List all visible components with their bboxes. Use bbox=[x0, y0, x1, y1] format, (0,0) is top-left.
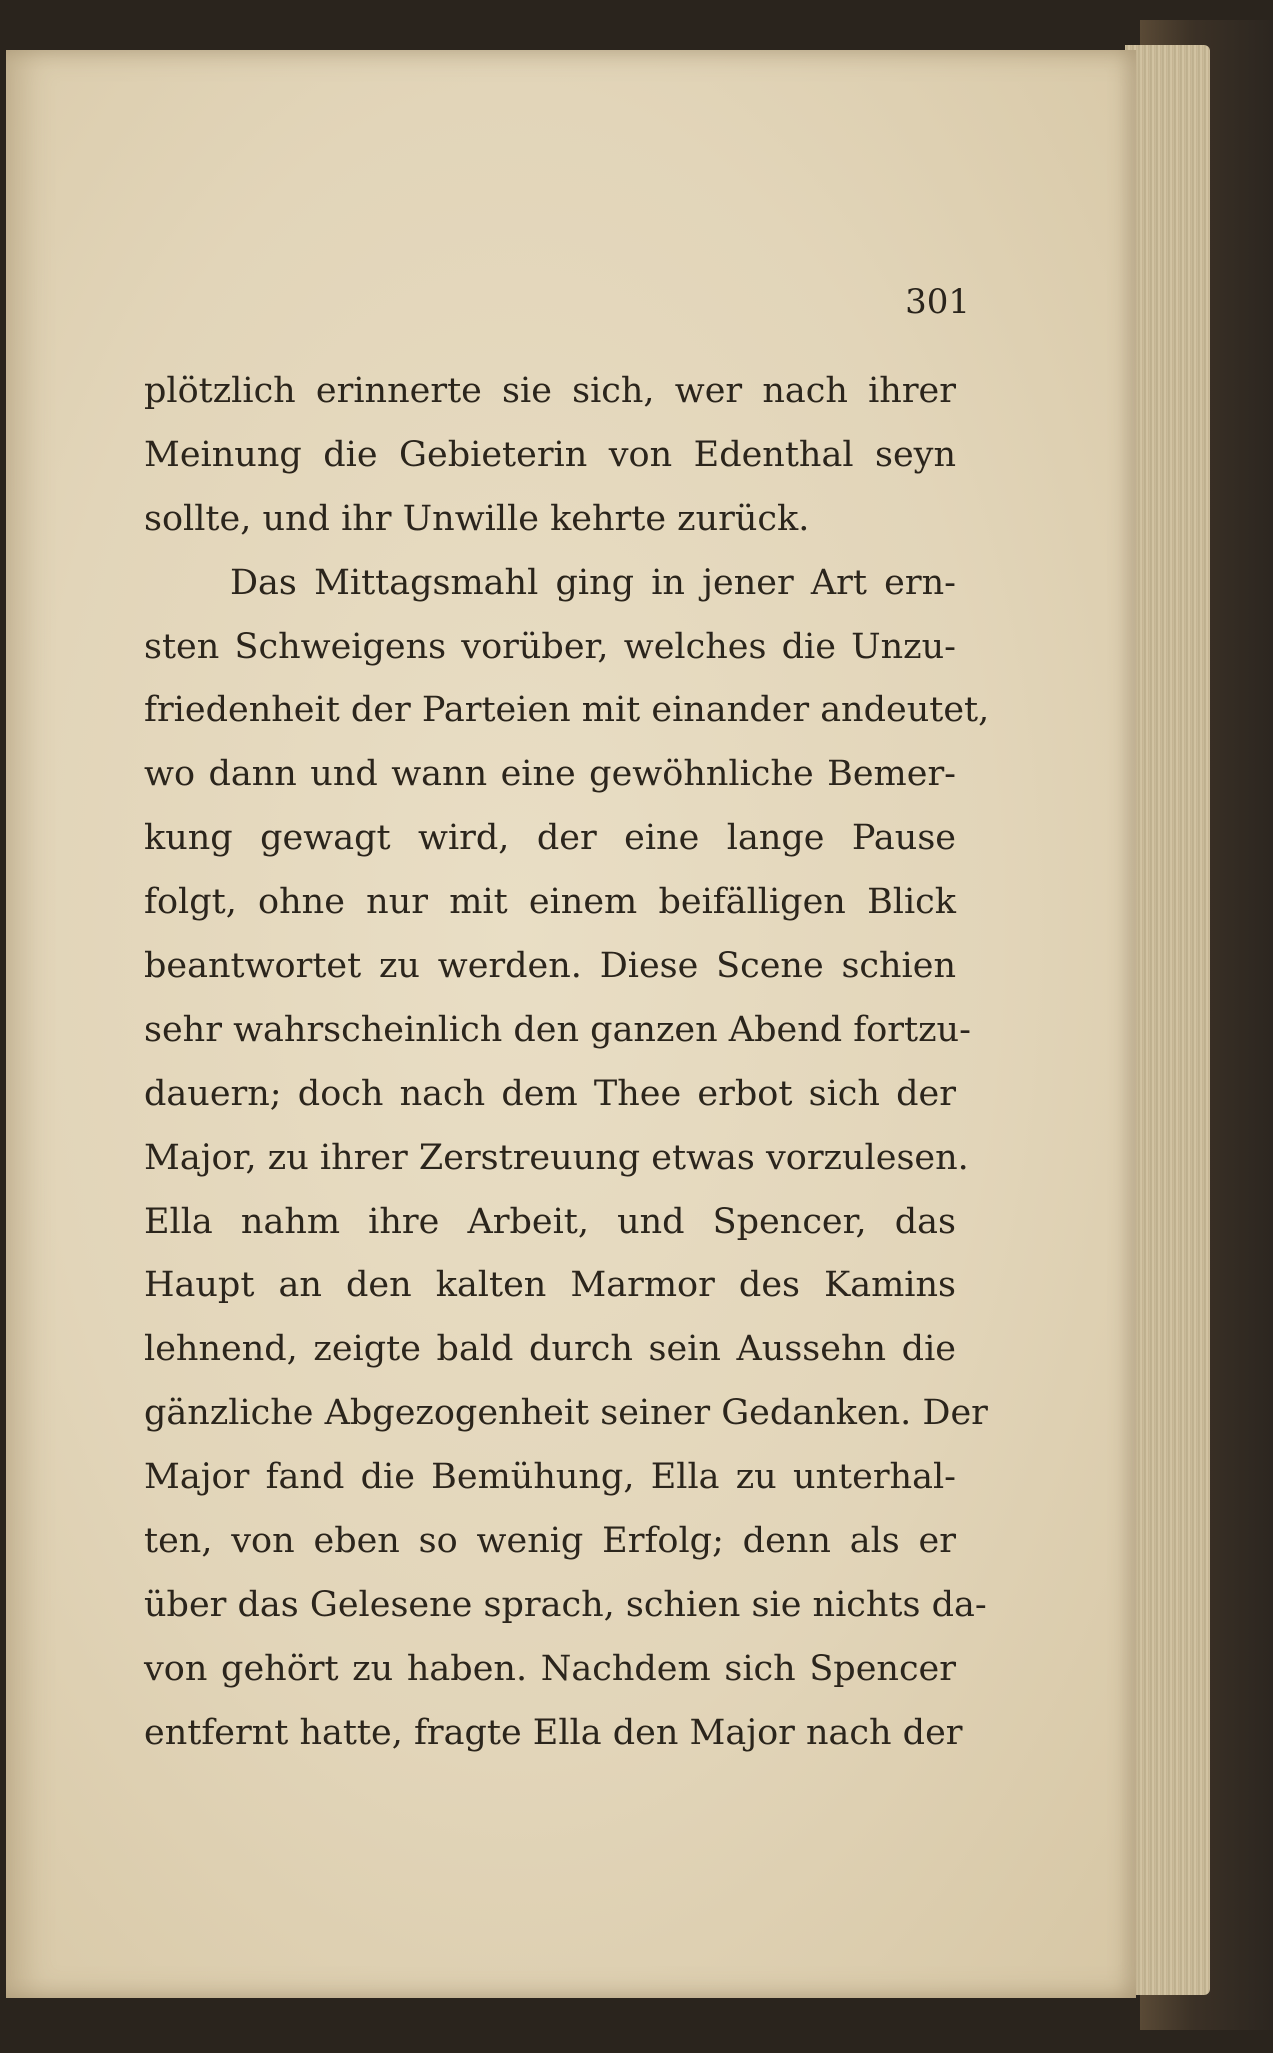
text-line: beantwortet zu werden. Diese Scene schien bbox=[144, 946, 956, 987]
text-line: Major fand die Bemühung, Ella zu unterhal- bbox=[144, 1457, 956, 1498]
text-line: von gehört zu haben. Nachdem sich Spencer bbox=[144, 1648, 956, 1689]
text-line: sollte, und ihr Unwille kehrte zurück. bbox=[144, 498, 810, 539]
text-line: wo dann und wann eine gewöhnliche Bemer- bbox=[144, 754, 956, 795]
text-line: Major, zu ihrer Zerstreuung etwas vorzulesen. bbox=[144, 1137, 969, 1178]
text-line: sehr wahrscheinlich den ganzen Abend fortzu- bbox=[144, 1009, 971, 1050]
text-line: Meinung die Gebieterin von Edenthal seyn bbox=[144, 434, 956, 475]
text-line: ten, von eben so wenig Erfolg; denn als er bbox=[144, 1521, 956, 1562]
text-line: entfernt hatte, fragte Ella den Major nach der bbox=[144, 1712, 963, 1753]
text-line: folgt, ohne nur mit einem beifälligen Blick bbox=[144, 882, 956, 923]
text-line: gänzliche Abgezogenheit seiner Gedanken. Der bbox=[144, 1393, 988, 1434]
page-number: 301 bbox=[905, 282, 970, 322]
text-line: kung gewagt wird, der eine lange Pause bbox=[144, 818, 956, 859]
text-line: über das Gelesene sprach, schien sie nichts da- bbox=[144, 1584, 987, 1625]
text-line: Ella nahm ihre Arbeit, und Spencer, das bbox=[144, 1201, 956, 1242]
text-line: lehnend, zeigte bald durch sein Aussehn die bbox=[144, 1329, 956, 1370]
text-line: Haupt an den kalten Marmor des Kamins bbox=[144, 1265, 956, 1306]
page-fore-edge bbox=[1125, 45, 1210, 1995]
text-line: friedenheit der Parteien mit einander andeutet, bbox=[144, 690, 990, 731]
text-line: plötzlich erinnerte sie sich, wer nach ihrer bbox=[144, 371, 956, 411]
body-text bbox=[144, 360, 990, 1766]
text-line: Das Mittagsmahl ging in jener Art ern- bbox=[230, 562, 956, 603]
book-page bbox=[6, 50, 1136, 1998]
text-line: dauern; doch nach dem Thee erbot sich der bbox=[144, 1073, 956, 1114]
text-line: sten Schweigens vorüber, welches die Unzu- bbox=[144, 626, 956, 667]
